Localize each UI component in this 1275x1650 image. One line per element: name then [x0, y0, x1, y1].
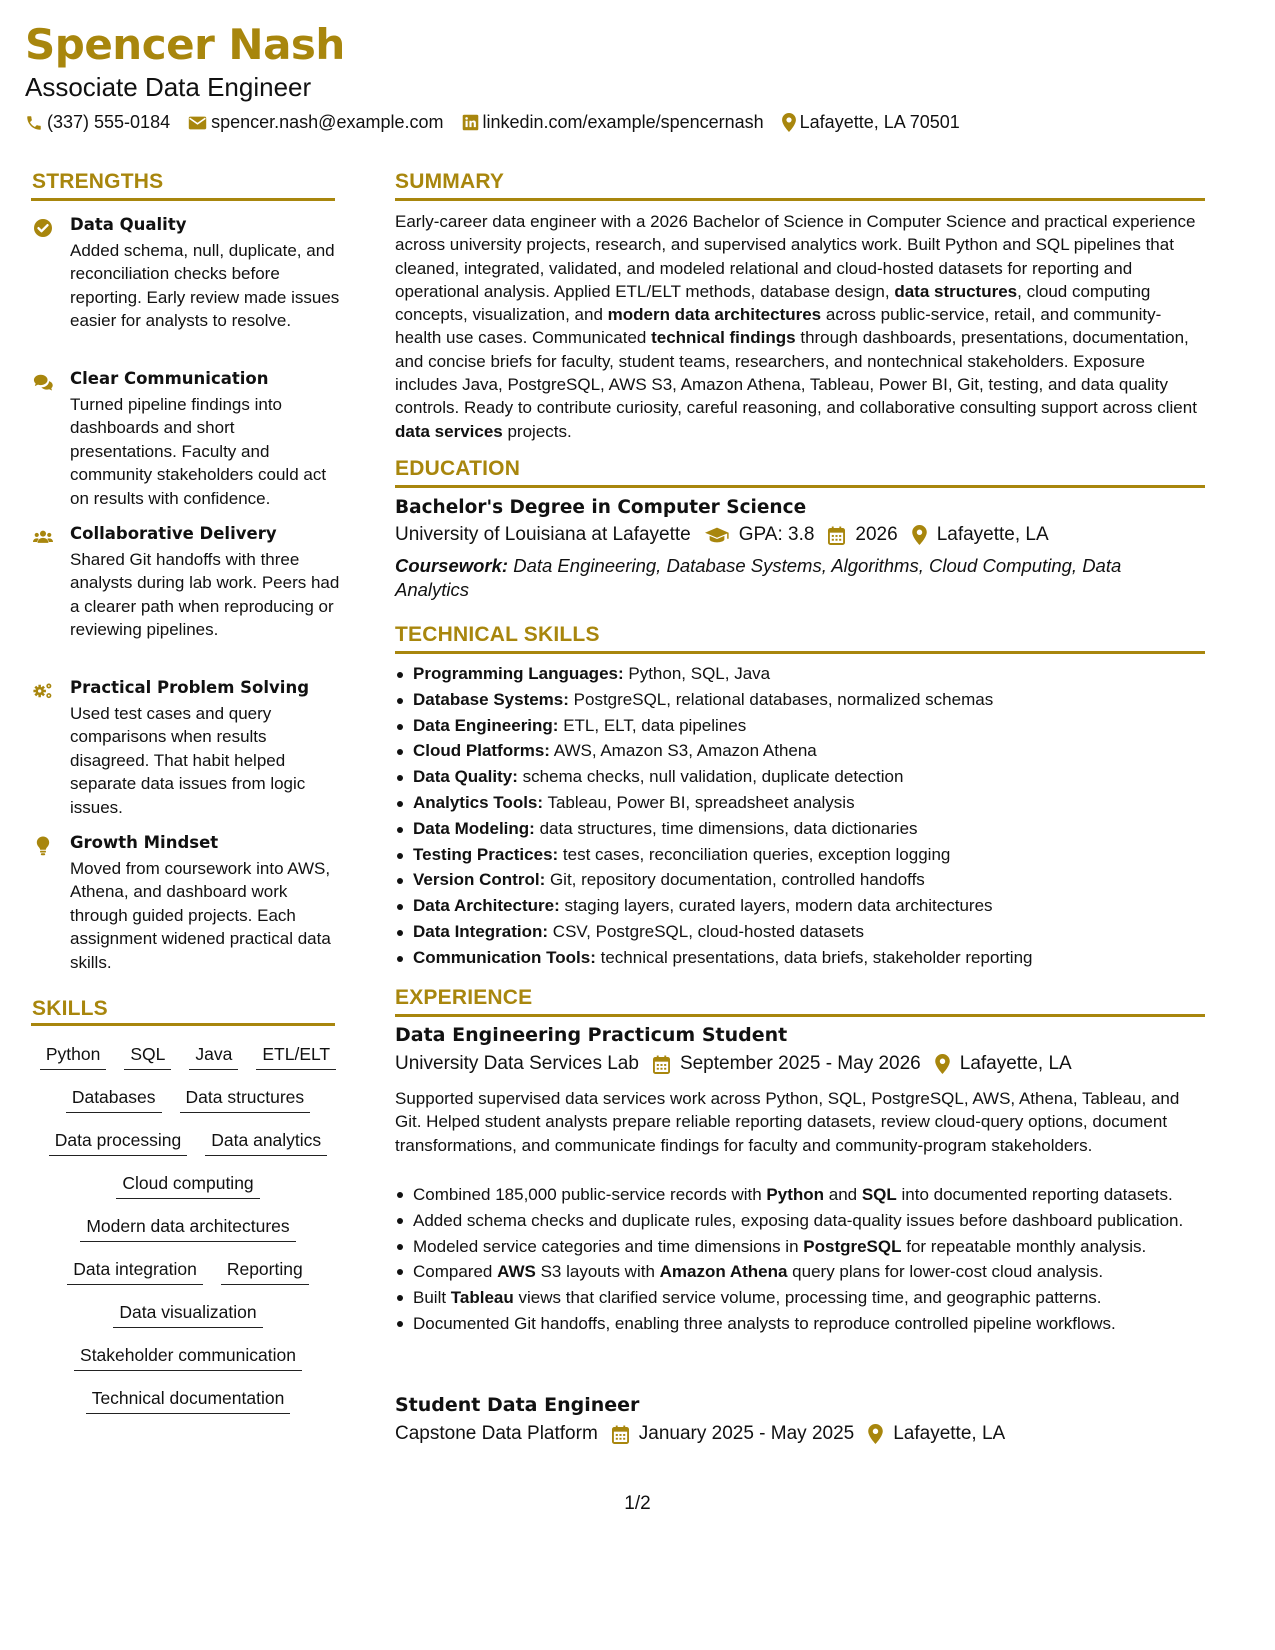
- gears-icon: [33, 681, 53, 701]
- skill-chip: Data structures: [180, 1087, 311, 1113]
- skill-chip: Stakeholder communication: [74, 1345, 302, 1371]
- skill-chip: Modern data architectures: [80, 1216, 295, 1242]
- summary-segment: across public-service, retail, and community-health use cases. Communicated: [395, 305, 1162, 348]
- envelope-icon: [188, 115, 207, 131]
- strength-title: Practical Problem Solving: [70, 678, 310, 697]
- list-item: [395, 790, 1205, 816]
- summary-rule: [395, 198, 1205, 201]
- strength-item: [33, 524, 343, 664]
- skill-chip: ETL/ELT: [256, 1044, 336, 1070]
- summary-keyword: technical findings: [651, 328, 796, 348]
- skill-label: Cloud Platforms:: [413, 741, 550, 761]
- strengths-rule: [31, 198, 335, 201]
- bullet-text: Built: [413, 1288, 451, 1308]
- skills-row: [33, 1388, 343, 1414]
- summary-segment: through dashboards, presentations, documentation, and concise briefs for faculty, student teams, researchers, and nontechnical stakeholders. Exposure includes Java, PostgreSQL, AWS S3, Amazon Athena, Tableau, Power BI, Git, testing, and data quality controls. Ready to contribute curiosity, careful reasoning, and collaborative consulting support across client: [395, 328, 1197, 418]
- skill-value: technical presentations, data briefs, stakeholder reporting: [595, 947, 1033, 967]
- coursework: [395, 554, 1195, 601]
- education-heading: EDUCATION: [395, 457, 521, 480]
- strength-title: Clear Communication: [70, 369, 269, 388]
- list-item: [395, 661, 1205, 687]
- job-dates: [612, 1423, 854, 1445]
- map-pin-icon: [782, 113, 796, 132]
- skill-value: Python, SQL, Java: [623, 664, 771, 683]
- list-item: [395, 1209, 1200, 1232]
- strength-title: Data Quality: [70, 215, 187, 234]
- contact-bar: [25, 112, 978, 133]
- summary-segment: , cloud computing concepts, visualization, and: [395, 281, 1151, 325]
- bullet-text: Added schema checks and duplicate rules, exposing data-quality issues before dashboard publication.: [413, 1210, 1184, 1230]
- skills-row: [33, 1302, 343, 1328]
- bullet-text: Modeled service categories and time dimensions in: [413, 1236, 804, 1256]
- bullet-keyword: PostgreSQL: [803, 1236, 902, 1256]
- contact-phone[interactable]: [25, 112, 170, 133]
- list-item: [395, 1286, 1200, 1309]
- job-location-text: Lafayette, LA: [959, 1053, 1072, 1074]
- skills-rule: [31, 1023, 335, 1026]
- job-description: Supported supervised data services work across Python, SQL, PostgreSQL, AWS, Athena, Tableau, and Git. Helped student analysts prepare reliable reporting datasets, review cloud-query options, document transformations, and communicate findings for faculty and community-program stakeholders.: [395, 1089, 1180, 1155]
- skill-label: Version Control:: [413, 870, 546, 890]
- experience-rule: [395, 1014, 1205, 1017]
- gpa: [705, 524, 815, 546]
- coursework-list: Data Engineering, Database Systems, Algorithms, Cloud Computing, Data Analytics: [395, 555, 1122, 600]
- contact-email[interactable]: [188, 112, 443, 133]
- technical-skills-list: [395, 661, 1205, 971]
- bullet-text: S3 layouts with: [535, 1262, 660, 1282]
- candidate-name: Spencer Nash: [25, 20, 345, 69]
- summary-segment: projects.: [502, 421, 572, 441]
- list-item: [395, 1235, 1200, 1258]
- graduation-cap-icon: [705, 526, 729, 544]
- skill-label: Programming Languages:: [413, 664, 624, 683]
- strength-body: Shared Git handoffs with three analysts during lab work. Peers had a clearer path when reproducing or reviewing pipelines.: [70, 550, 340, 640]
- map-pin-icon: [935, 1054, 950, 1074]
- bullet-text: Documented Git handoffs, enabling three analysts to reproduce controlled pipeline workflows.: [413, 1313, 1116, 1333]
- skill-label: Data Engineering:: [413, 715, 559, 735]
- skill-value: ETL, ELT, data pipelines: [558, 715, 747, 735]
- skills-row: [33, 1087, 343, 1113]
- strength-body: Turned pipeline findings into dashboards and short presentations. Faculty and community stakeholders could act on results with confidence.: [70, 395, 327, 508]
- list-item: [395, 1312, 1200, 1335]
- job-location: [868, 1423, 1005, 1445]
- summary-text: [395, 210, 1200, 443]
- skill-label: Analytics Tools:: [413, 792, 544, 812]
- skill-value: CSV, PostgreSQL, cloud-hosted datasets: [548, 921, 865, 941]
- phone-text: (337) 555-0184: [47, 112, 171, 132]
- skill-label: Data Architecture:: [413, 896, 560, 916]
- skill-chip: Technical documentation: [86, 1388, 291, 1414]
- bullet-text: and: [824, 1185, 862, 1204]
- education-meta: [395, 524, 1063, 546]
- summary-segment: Early-career data engineer with a 2026 Bachelor of Science in Computer Science and practical experience across university projects, research, and supervised analytics work. Built Python and SQL pipelines that cleaned, integrated, validated, and modeled relational and cloud-hosted datasets for reporting and operational analysis. Applied ETL/ELT methods, database design,: [395, 212, 1196, 301]
- skill-value: test cases, reconciliation queries, exception logging: [558, 844, 951, 864]
- education-location-text: Lafayette, LA: [936, 524, 1049, 545]
- skill-chip: Data processing: [49, 1130, 187, 1156]
- job-title: Student Data Engineer: [395, 1394, 640, 1416]
- map-pin-icon: [868, 1424, 883, 1444]
- job-dates-text: January 2025 - May 2025: [638, 1423, 855, 1444]
- job-title: Data Engineering Practicum Student: [395, 1024, 788, 1046]
- list-item: [395, 945, 1205, 971]
- list-item: [395, 816, 1205, 842]
- skill-label: Data Quality:: [413, 767, 518, 787]
- list-item: [395, 687, 1205, 713]
- skill-chip: Python: [40, 1044, 106, 1070]
- bullet-keyword: AWS: [497, 1262, 536, 1282]
- skills-row: [33, 1259, 343, 1285]
- skill-label: Data Modeling:: [413, 818, 535, 838]
- candidate-title: Associate Data Engineer: [25, 72, 312, 102]
- skill-value: Tableau, Power BI, spreadsheet analysis: [543, 792, 855, 812]
- skill-value: staging layers, curated layers, modern data architectures: [559, 896, 993, 916]
- school-name: University of Louisiana at Lafayette: [395, 524, 691, 545]
- map-pin-icon: [912, 525, 927, 545]
- skill-chip: SQL: [124, 1044, 171, 1070]
- bullet-keyword: SQL: [861, 1185, 897, 1204]
- skill-label: Testing Practices:: [413, 844, 559, 864]
- skills-row: [33, 1173, 343, 1199]
- education-location: [912, 524, 1049, 546]
- skill-chip: Java: [189, 1044, 238, 1070]
- job-location-text: Lafayette, LA: [893, 1423, 1006, 1444]
- bullet-text: into documented reporting datasets.: [896, 1185, 1173, 1204]
- job-org: University Data Services Lab: [395, 1053, 639, 1074]
- calendar-icon: [828, 526, 845, 545]
- contact-linkedin[interactable]: [462, 112, 764, 133]
- grad-year: [828, 524, 897, 546]
- skill-chip: Databases: [66, 1087, 162, 1113]
- list-item: [395, 842, 1205, 868]
- bullet-text: Compared: [413, 1262, 498, 1282]
- strength-body: Used test cases and query comparisons when results disagreed. That habit helped separate data issues from logic issues.: [70, 704, 306, 817]
- summary-keyword: data services: [395, 421, 503, 441]
- linkedin-text: linkedin.com/example/spencernash: [482, 112, 764, 132]
- contact-location: [782, 112, 960, 133]
- strength-item: [33, 215, 343, 355]
- year-text: 2026: [855, 524, 898, 545]
- skill-chip: Data visualization: [113, 1302, 262, 1328]
- bullet-text: views that clarified service volume, processing time, and geographic patterns.: [513, 1288, 1102, 1308]
- strength-item: [33, 833, 343, 973]
- bullet-text: query plans for lower-cost cloud analysis.: [787, 1262, 1104, 1282]
- linkedin-icon: [462, 114, 479, 131]
- job-meta: [395, 1423, 1019, 1445]
- bullet-keyword: Python: [766, 1185, 825, 1204]
- job-dates: [653, 1053, 921, 1075]
- strength-body: Moved from coursework into AWS, Athena, and dashboard work through guided projects. Each assignment widened practical data skills.: [70, 859, 331, 972]
- location-text: Lafayette, LA 70501: [799, 112, 960, 132]
- skill-value: schema checks, null validation, duplicate detection: [517, 767, 904, 787]
- list-item: [395, 713, 1205, 739]
- degree-title: Bachelor's Degree in Computer Science: [395, 497, 807, 518]
- strength-title: Collaborative Delivery: [70, 524, 277, 543]
- experience-heading: EXPERIENCE: [395, 986, 533, 1009]
- skill-value: AWS, Amazon S3, Amazon Athena: [549, 741, 817, 761]
- skills-row: [33, 1130, 343, 1156]
- summary-keyword: modern data architectures: [607, 305, 822, 325]
- job-dates-text: September 2025 - May 2026: [679, 1053, 921, 1074]
- skill-label: Database Systems:: [413, 689, 569, 709]
- calendar-icon: [653, 1055, 670, 1074]
- strength-title: Growth Mindset: [70, 833, 219, 852]
- job-bullets: [395, 1183, 1200, 1338]
- skills-row: [33, 1044, 343, 1070]
- strength-body: Added schema, null, duplicate, and reconciliation checks before reporting. Early review made issues easier for analysts to resolve.: [70, 241, 340, 331]
- phone-icon: [25, 114, 43, 132]
- strength-item: [33, 369, 343, 509]
- list-item: [395, 764, 1205, 790]
- list-item: [395, 1260, 1200, 1283]
- skill-label: Communication Tools:: [413, 947, 596, 967]
- bullet-keyword: Tableau: [450, 1288, 514, 1308]
- lightbulb-icon: [33, 836, 53, 856]
- strength-item: [33, 678, 343, 818]
- page-number: 1/2: [624, 1493, 651, 1514]
- summary-heading: SUMMARY: [395, 170, 505, 193]
- check-circle-icon: [33, 218, 53, 238]
- users-icon: [33, 527, 53, 547]
- skills-row: [33, 1216, 343, 1242]
- skill-chip: Reporting: [221, 1259, 309, 1285]
- technical-skills-rule: [395, 651, 1205, 654]
- skill-value: data structures, time dimensions, data dictionaries: [534, 818, 918, 838]
- summary-keyword: data structures: [894, 281, 1018, 301]
- list-item: [395, 919, 1205, 945]
- coursework-label: Coursework:: [395, 555, 509, 576]
- skill-chip: Cloud computing: [116, 1173, 259, 1199]
- list-item: [395, 1183, 1200, 1206]
- list-item: [395, 893, 1205, 919]
- bullet-text: for repeatable monthly analysis.: [901, 1236, 1147, 1256]
- job-org: Capstone Data Platform: [395, 1423, 598, 1444]
- comments-icon: [33, 372, 53, 392]
- list-item: [395, 867, 1205, 893]
- email-text: spencer.nash@example.com: [211, 112, 444, 132]
- skills-row: [33, 1345, 343, 1371]
- job-location: [935, 1053, 1072, 1075]
- skill-chip: Data analytics: [205, 1130, 327, 1156]
- skills-heading: SKILLS: [32, 997, 108, 1020]
- list-item: [395, 738, 1205, 764]
- bullet-text: Combined 185,000 public-service records with: [413, 1185, 767, 1204]
- skill-value: PostgreSQL, relational databases, normalized schemas: [568, 689, 994, 709]
- education-rule: [395, 485, 1205, 488]
- skill-label: Data Integration:: [413, 921, 549, 941]
- skill-value: Git, repository documentation, controlled handoffs: [545, 870, 925, 890]
- skill-chip: Data integration: [67, 1259, 203, 1285]
- bullet-keyword: Amazon Athena: [659, 1262, 788, 1282]
- job-meta: [395, 1053, 1086, 1075]
- gpa-text: GPA: 3.8: [738, 524, 815, 545]
- calendar-icon: [612, 1425, 629, 1444]
- strengths-heading: STRENGTHS: [32, 170, 164, 193]
- technical-skills-heading: TECHNICAL SKILLS: [395, 623, 600, 646]
